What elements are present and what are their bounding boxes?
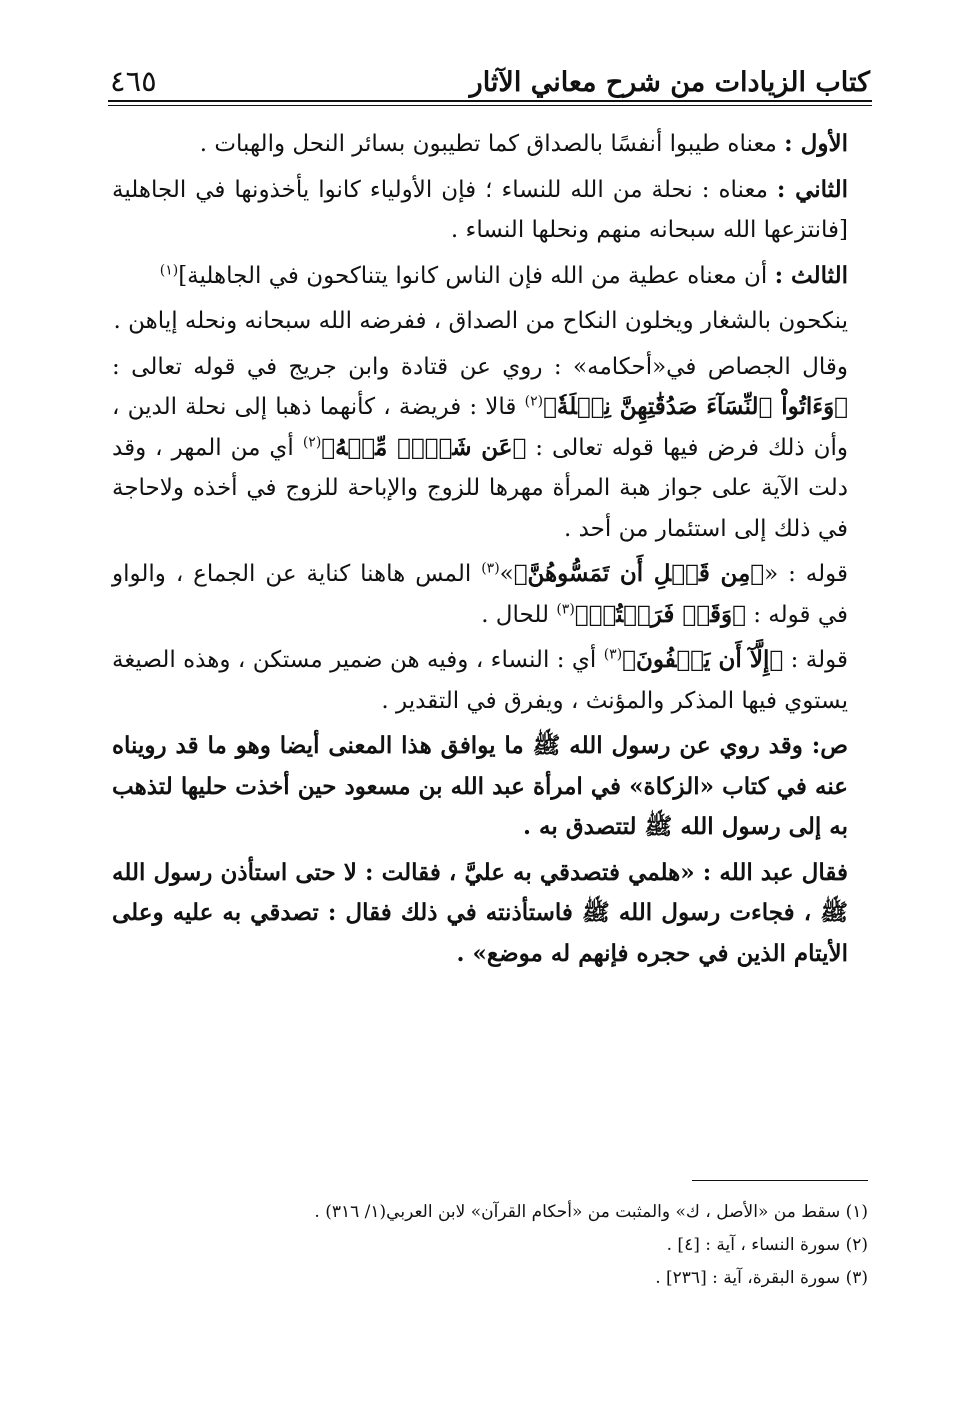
footnote-separator <box>692 1180 868 1181</box>
paragraph-jassas <box>112 347 848 550</box>
footnotes <box>112 1196 868 1295</box>
main-text <box>112 124 848 979</box>
page-number: ٤٦٥ <box>110 64 157 98</box>
paragraph-first-meaning <box>112 124 848 165</box>
paragraph-text: معناه : نحلة من الله للنساء ؛ فإن الأولياء كانوا يأخذونها في الجاهلية [فانتزعها الله سبحانه منهم ونحلها النساء . <box>112 176 848 243</box>
paragraph-text: قوله : « <box>764 561 848 587</box>
footnote-ref: (٣) <box>603 646 623 663</box>
header-rule <box>108 100 872 102</box>
paragraph-hadith-intro <box>112 726 848 848</box>
quran-verse: ﴿مِن قَبۡلِ أَن تَمَسُّوهُنَّ﴾ <box>513 560 765 587</box>
running-title: كتاب الزيادات من شرح معاني الآثار <box>469 67 870 98</box>
page-header <box>110 50 870 98</box>
footnote-ref: (٣) <box>556 600 575 617</box>
quran-verse: ﴿وَقَدۡ فَرَضۡتُمۡ﴾ <box>574 600 746 628</box>
paragraph-text: أن معناه عطية من الله فإن الناس كانوا يتناكحون في الجاهلية] <box>178 262 768 289</box>
paragraph-text: » <box>499 561 514 587</box>
paragraph-text: المس هاهنا كناية عن الجماع ، والواو في قوله : <box>112 561 848 628</box>
footnote-ref: (٢) <box>302 433 322 450</box>
quran-verse: ﴿إِلَّآ أَن يَعۡفُونَ﴾ <box>622 646 784 673</box>
paragraph-text: ص: وقد روي عن رسول الله ﷺ ما يوافق هذا المعنى أيضا وهو ما قد رويناه عنه في كتاب «الزكاة» في امرأة عبد الله بن مسعود حين أخذت حليها لتذهب به إلى رسول الله ﷺ لتتصدق به . <box>112 732 848 840</box>
quran-verse: ﴿وَءَاتُواْ ٱلنِّسَآءَ صَدُقَٰتِهِنَّ نِحۡلَةٗ﴾ <box>543 393 848 420</box>
paragraph-label: الأول : <box>784 130 848 157</box>
paragraph-text: أي : النساء ، وفيه هن ضمير مستكن ، وهذه الصيغة يستوي فيها المذكر والمؤنث ، ويفرق في التقدير . <box>112 647 848 714</box>
paragraph-touching <box>112 554 848 635</box>
paragraph-third-meaning <box>112 256 848 297</box>
paragraph-text: ينكحون بالشغار ويخلون النكاح من الصداق ، ففرضه الله سبحانه ونحله إياهن . <box>113 308 848 334</box>
paragraph-continuation <box>112 301 848 342</box>
paragraph-text: معناه طيبوا أنفسًا بالصداق كما تطيبون بسائر النحل والهبات . <box>199 131 777 157</box>
paragraph-text: فقال عبد الله : «هلمي فتصدقي به عليَّ ، فقالت : لا حتى استأذن رسول الله ﷺ ، فجاءت رسول الله ﷺ فاستأذنته في ذلك فقال : تصدقي به عليه وعلى الأيتام الذين في حجره فإنهم له موضع» . <box>112 858 848 967</box>
header-rule-thin <box>108 105 872 106</box>
paragraph-text: أي من المهر ، وقد دلت الآية على جواز هبة المرأة مهرها للزوج والإباحة للزوج في أخذه ولاحاجة في ذلك إلى استئمار من أحد . <box>112 434 848 542</box>
paragraph-text: للحال . <box>481 601 557 628</box>
footnote-ref: (١) <box>159 261 179 278</box>
paragraph-text: قولة : <box>783 647 848 673</box>
footnote-ref: (٢) <box>524 393 544 410</box>
paragraph-forgive <box>112 640 848 721</box>
paragraph-label: الثاني : <box>776 175 848 203</box>
paragraph-second-meaning <box>112 170 848 251</box>
paragraph-text: قالا : فريضة ، كأنهما ذهبا إلى نحلة الدين ، وأن ذلك فرض فيها قوله تعالى : <box>112 394 848 461</box>
footnote: (٢) سورة النساء ، آية : [٤] . <box>666 1235 868 1255</box>
footnote: (١) سقط من «الأصل ، ك» والمثبت من «أحكام القرآن» لابن العربي(١/ ٣١٦) . <box>314 1202 868 1222</box>
footnote-ref: (٣) <box>481 560 500 577</box>
footnote: (٣) سورة البقرة، آية : [٢٣٦] . <box>655 1268 868 1288</box>
paragraph-label: الثالث : <box>774 261 848 289</box>
paragraph-hadith <box>112 853 848 975</box>
paragraph-text: وقال الجصاص في«أحكامه» : روي عن قتادة وابن جريج في قوله تعالى : <box>112 353 848 380</box>
quran-verse: ﴿عَن شَيۡءٖ مِّنۡهُ﴾ <box>321 433 527 461</box>
